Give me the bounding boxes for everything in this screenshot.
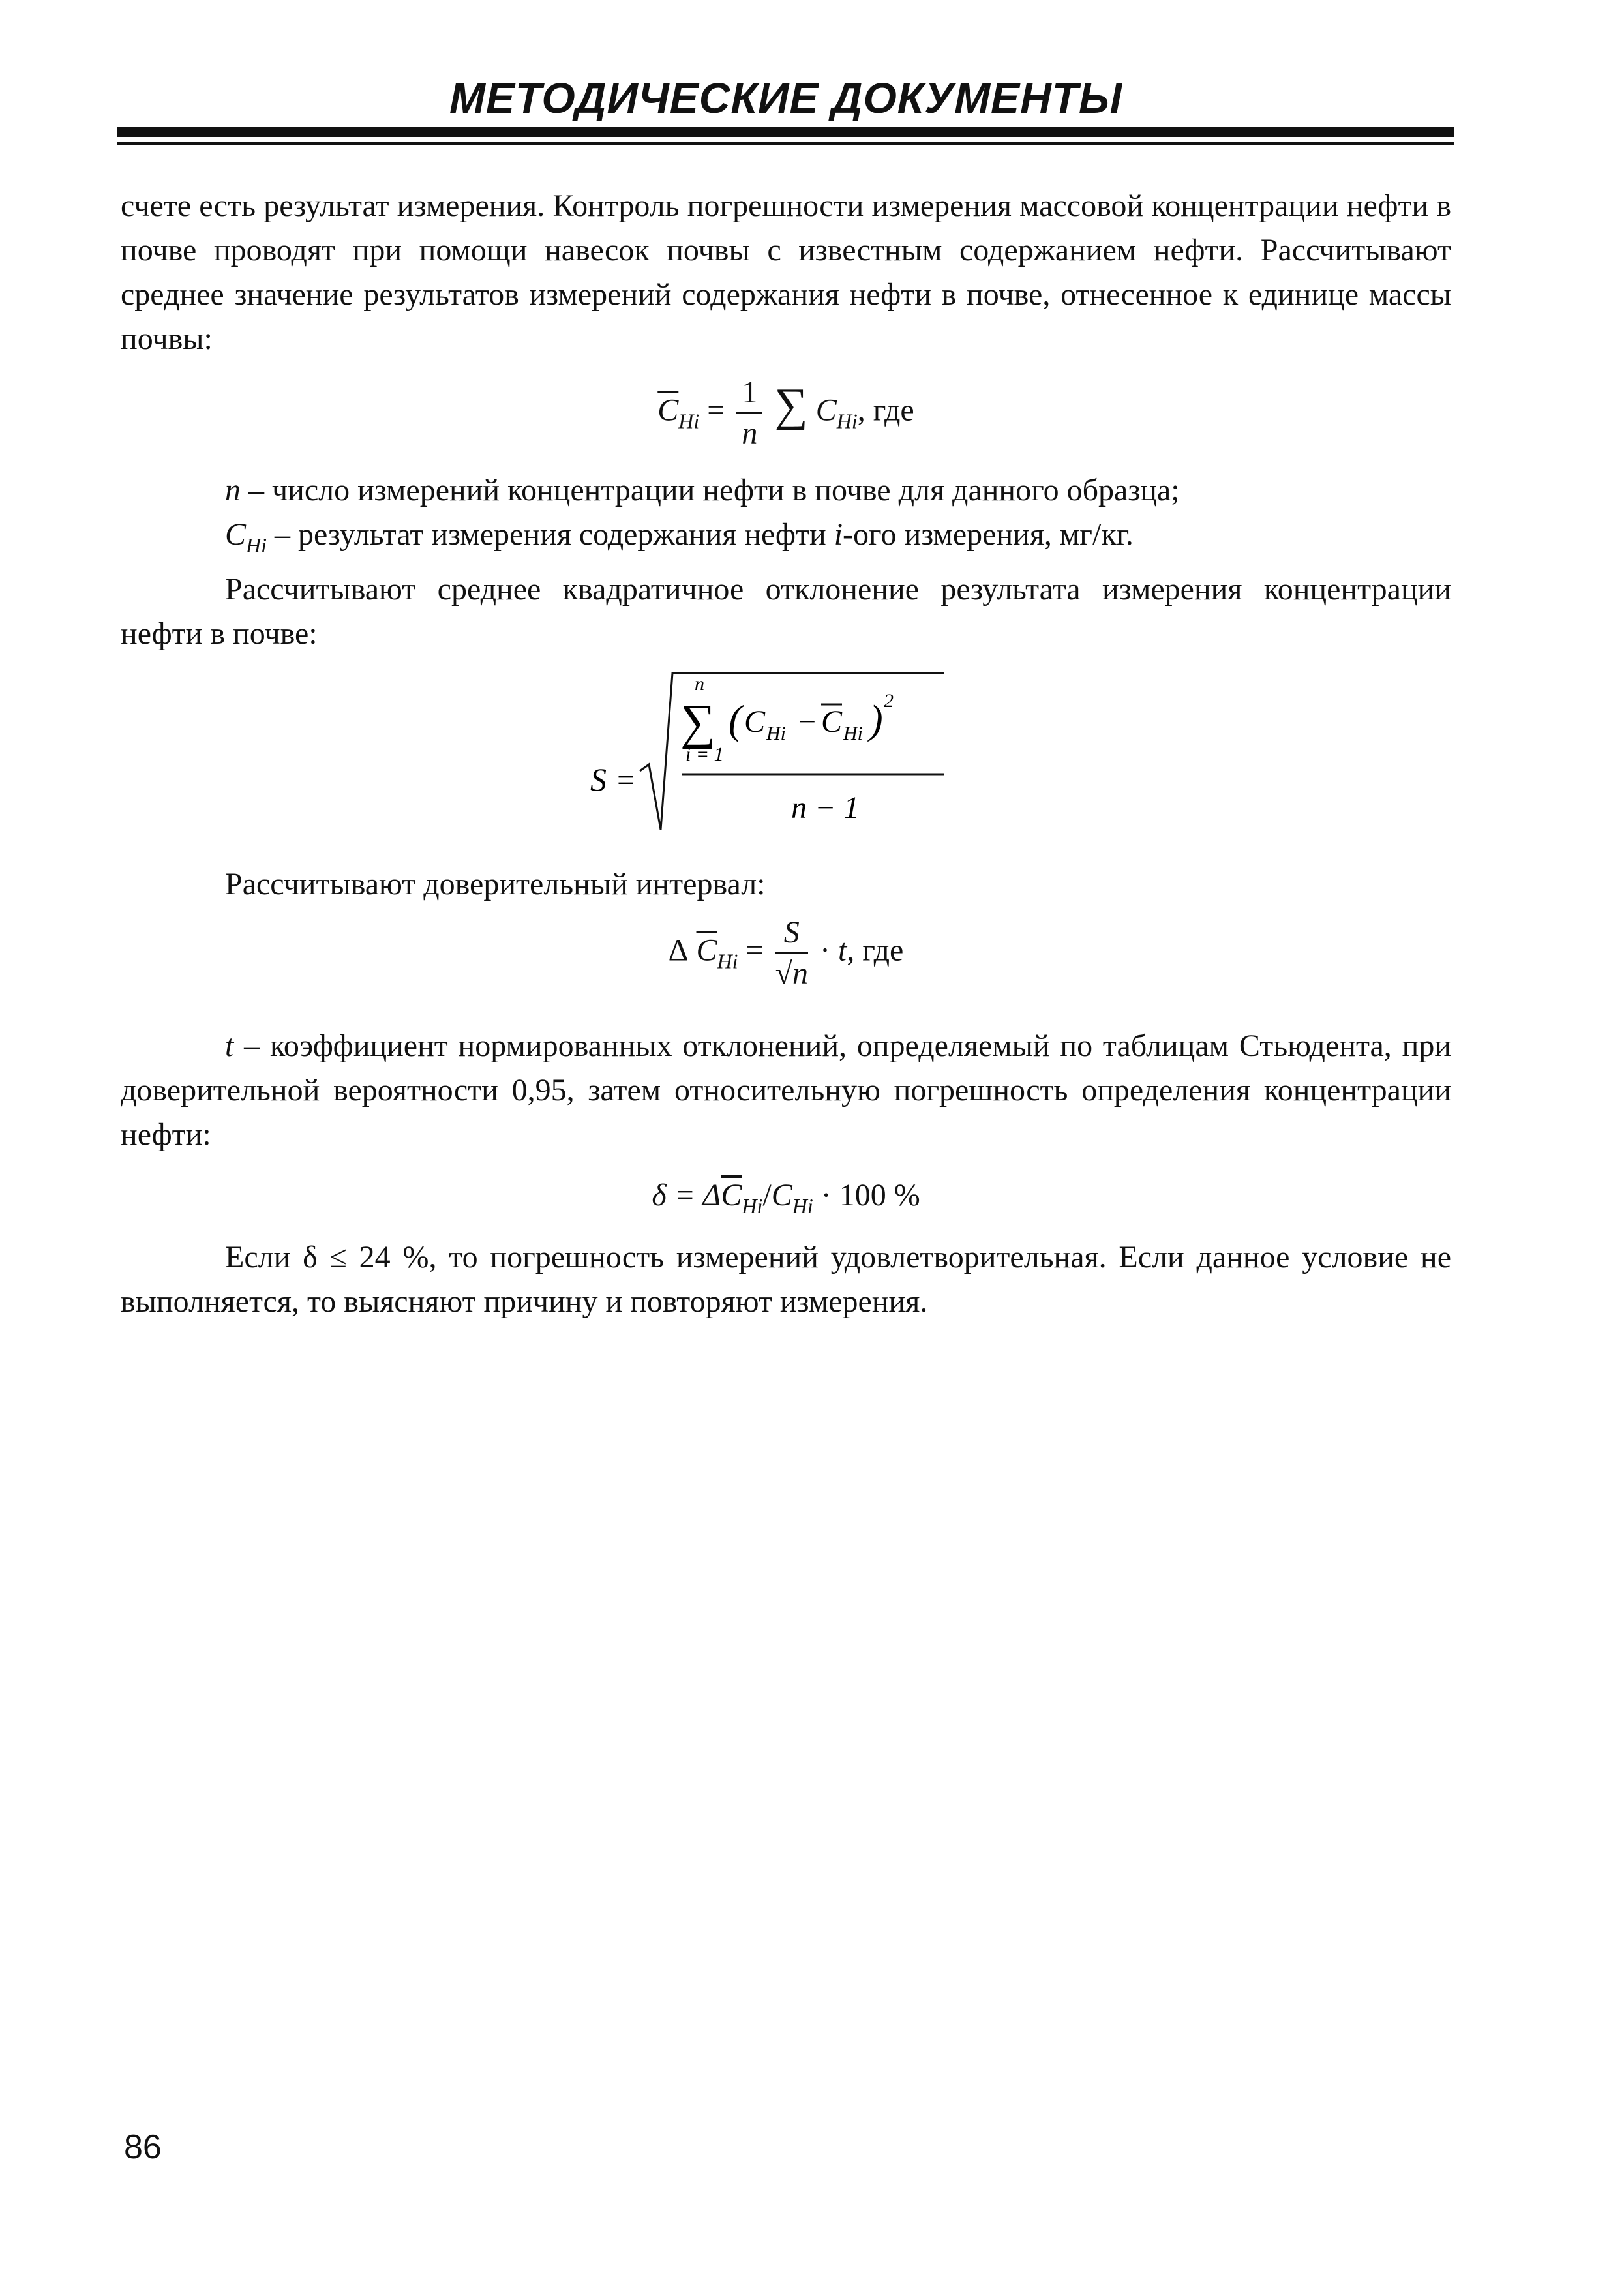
svg-text:(: ( <box>729 698 742 742</box>
formula-ci: Δ $\overline{C}_{Hi}$ = $\frac{S}{√n}$ · t, где <box>121 913 1451 1011</box>
paragraph-conclusion: Если δ ≤ 24 %, то погрешность измерений удовлетворительная. Если данное условие не выполняется, то выясняют причину и повторяют измерения. <box>121 1240 1451 1319</box>
svg-text:=: = <box>615 763 637 798</box>
fraction-denominator: n <box>742 416 758 451</box>
paragraph-ci: Рассчитывают доверительный интервал: <box>225 867 766 901</box>
rel-delta: δ = Δ <box>652 1178 721 1213</box>
def-c-var: C <box>225 517 247 552</box>
def-n-text: – число измерений концентрации нефти в почве для данного образца; <box>248 473 1180 507</box>
definition-t <box>121 1024 1451 1157</box>
paragraph-sd: Рассчитывают среднее квадратичное отклонение результата измерения концентрации нефти в почве: <box>121 572 1451 651</box>
svg-text:Hi: Hi <box>843 723 863 744</box>
svg-text:−: − <box>796 704 818 739</box>
formula-sd <box>121 667 1451 856</box>
svg-text:): ) <box>869 698 883 742</box>
ci-denominator: √n <box>775 956 808 991</box>
fraction-numerator: 1 <box>736 373 762 414</box>
def-c-text-a: – результат измерения содержания нефти <box>275 517 826 552</box>
header-title: МЕТОДИЧЕСКИЕ ДОКУМЕНТЫ <box>449 74 1123 122</box>
def-t-text: – коэффициент нормированных отклонений, определяемый по таблицам Стьюдента, при доверительной вероятности 0,95, затем относительную погрешность определения концентрации нефти: <box>121 1029 1452 1152</box>
sum-lower-i: i = 1 <box>685 744 724 765</box>
rel-hundred: · 100 % <box>820 1178 920 1213</box>
exponent-2: 2 <box>884 690 894 712</box>
def-n-var: n <box>225 473 241 507</box>
svg-text:C: C <box>821 704 843 739</box>
svg-text:C: C <box>744 704 766 739</box>
sum-symbol: ∑ <box>774 378 808 431</box>
definition-c <box>121 513 1451 567</box>
sum-sub: Hi <box>836 409 858 433</box>
ci-t: t <box>837 933 847 968</box>
svg-text:Hi: Hi <box>766 723 786 744</box>
page-number: 86 <box>124 2128 162 2166</box>
def-t-var: t <box>225 1029 234 1063</box>
sd-sum-symbol: ∑ <box>680 695 716 749</box>
header-rule-thick <box>117 127 1454 137</box>
def-c-sub: Hi <box>246 534 267 557</box>
ci-delta: Δ <box>668 933 689 968</box>
where-2: , где <box>847 933 904 968</box>
formula-relative-error: $\delta = \Delta\overline{C}_{Hi}/C_{Hi} \cdot 100$ % <box>652 1178 920 1218</box>
sd-formula-graphic <box>584 667 949 856</box>
ci-numerator: S <box>775 913 808 954</box>
body-text <box>121 184 1451 1324</box>
where-1: , где <box>857 393 914 428</box>
page-header <box>117 72 1454 145</box>
sum-upper-n: n <box>695 673 704 695</box>
header-rule-thin <box>117 142 1454 145</box>
definition-n <box>121 468 1451 513</box>
sd-denominator: n − 1 <box>791 791 860 825</box>
paragraph-intro: счете есть результат измерения. Контроль погрешности измерения массовой концентрации нефти в почве проводят при помощи навесок почвы с известным содержанием нефти. Рассчитывают среднее значение результатов измерений содержания нефти в почве, отнесенное к единице массы почвы: <box>121 188 1451 356</box>
sd-s: S <box>590 761 607 798</box>
mean-c: $\overline{C}$ <box>657 393 679 428</box>
mean-sub: Hi <box>678 409 700 433</box>
def-c-text-b: -ого измерения, мг/кг. <box>843 517 1134 552</box>
fraction-s-over-sqrt-n <box>775 913 808 993</box>
def-c-i: i <box>834 517 843 552</box>
formula-mean: $\overline{C}_{Hi}$ = $\frac{1}{n}$ ∑ $C_{Hi}$, где <box>121 373 1451 451</box>
sum-c: C <box>815 393 837 428</box>
fraction-1-over-n <box>736 373 762 453</box>
